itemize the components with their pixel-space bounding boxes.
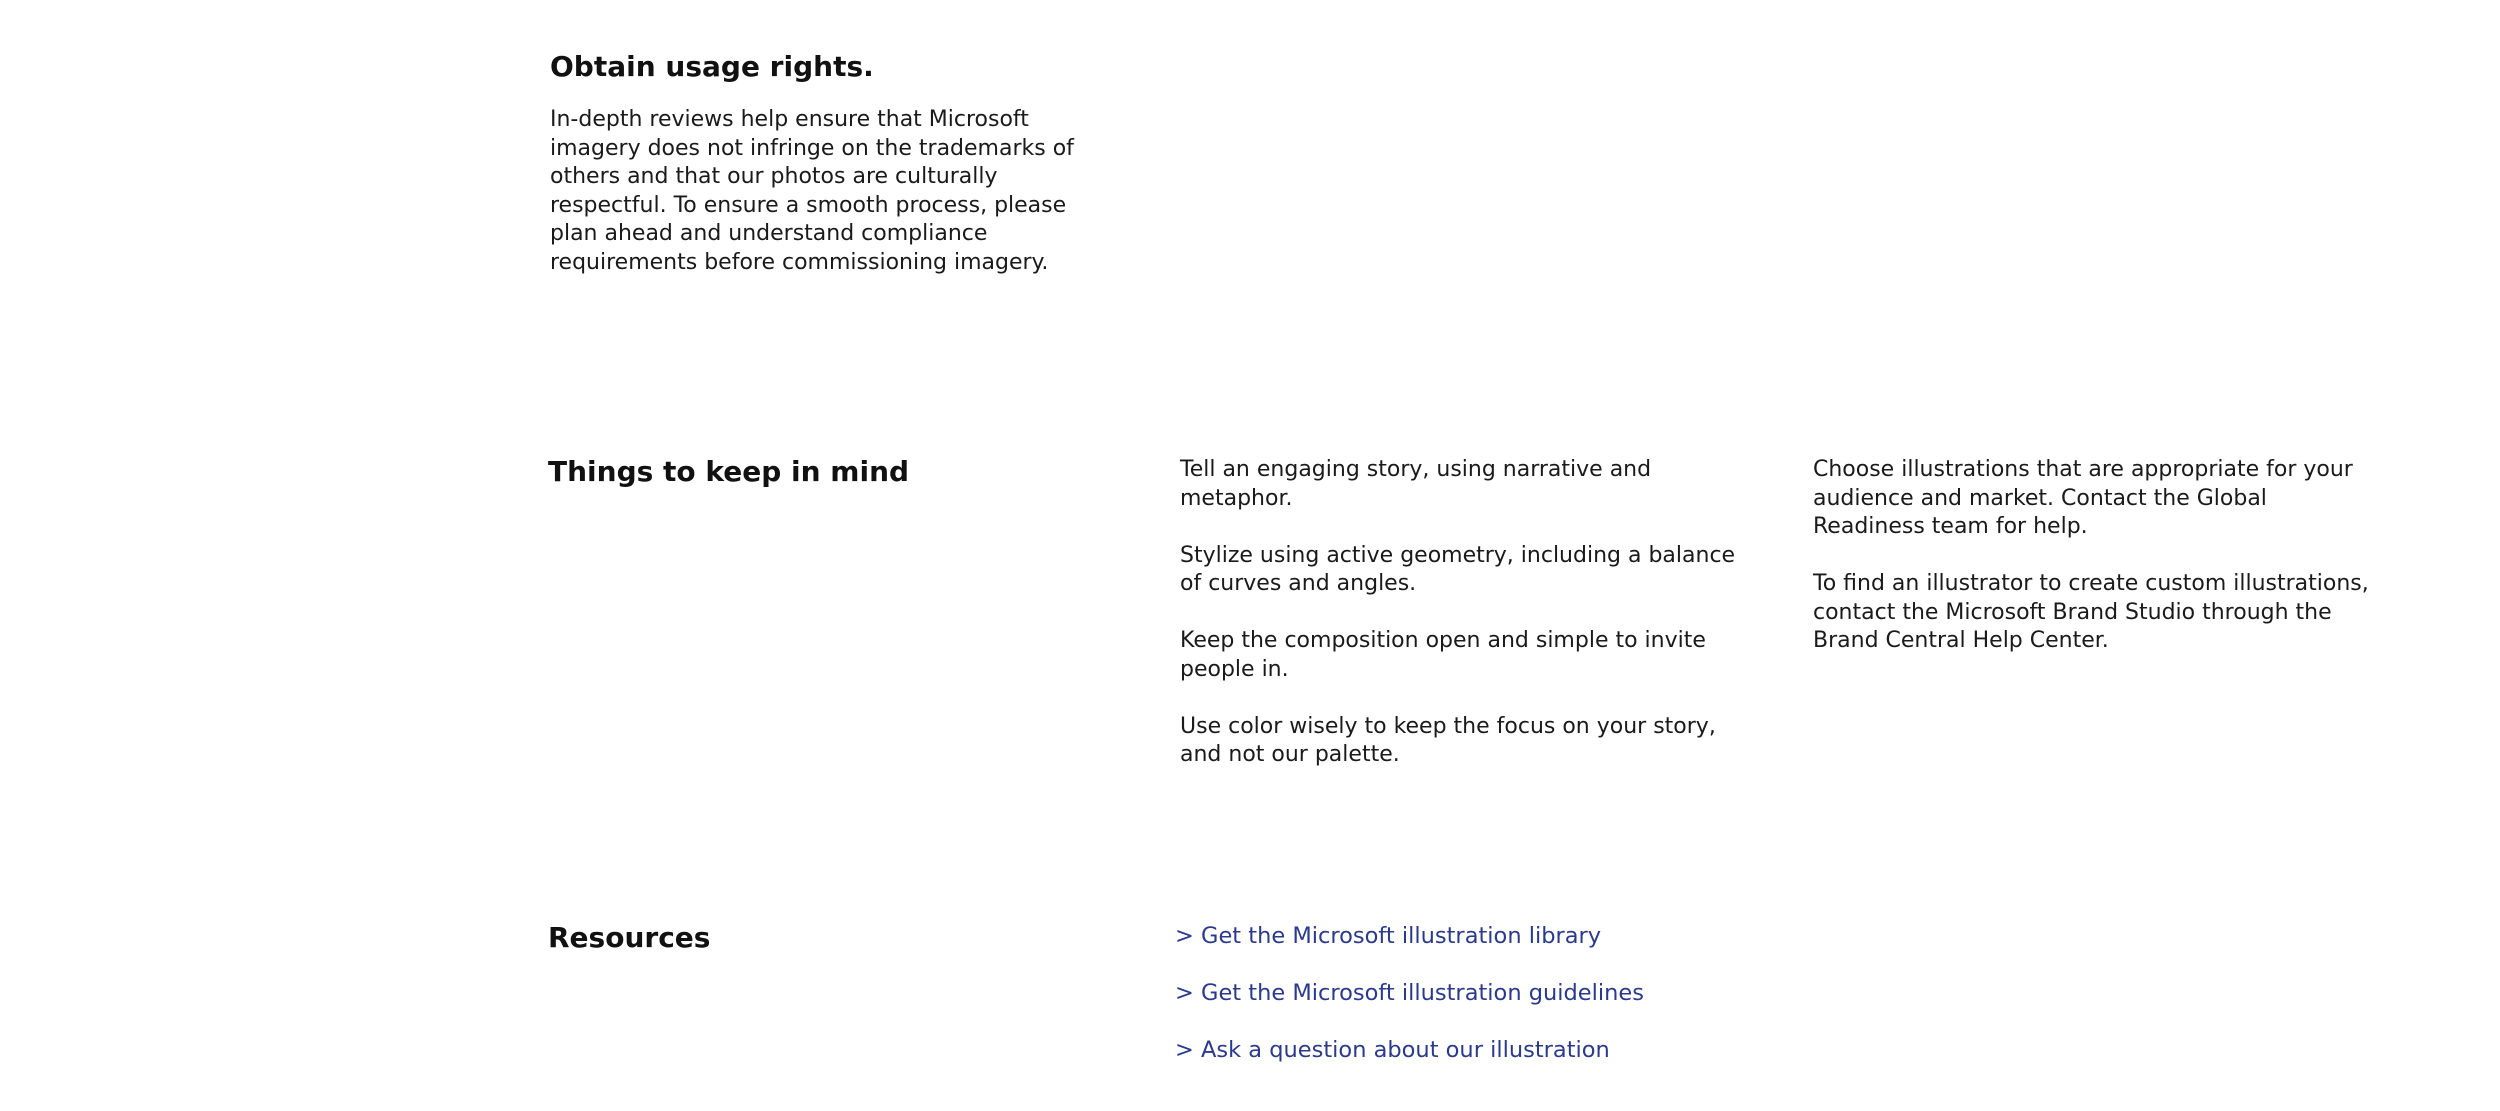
usage-rights-heading: Obtain usage rights. <box>550 50 874 83</box>
illustration-guidelines-link[interactable]: > Get the Microsoft illustration guidelines <box>1175 980 1644 1006</box>
resources-links <box>1175 922 1875 1064</box>
tip-item: Stylize using active geometry, including a balance of curves and angles. <box>1180 542 1736 596</box>
keep-in-mind-column-1 <box>1180 456 1750 770</box>
tip-item: Use color wisely to keep the focus on your story, and not our palette. <box>1180 713 1716 767</box>
illustration-library-link[interactable]: > Get the Microsoft illustration library <box>1175 923 1602 949</box>
tip-item: To find an illustrator to create custom illustrations, contact the Microsoft Brand Studio through the Brand Central Help Center. <box>1813 571 2369 653</box>
resources-heading: Resources <box>548 921 711 954</box>
usage-rights-section <box>550 50 1100 277</box>
tip-item: Tell an engaging story, using narrative and metaphor. <box>1180 457 1652 511</box>
tip-item: Choose illustrations that are appropriate for your audience and market. Contact the Global Readiness team for help. <box>1813 457 2353 539</box>
keep-in-mind-heading: Things to keep in mind <box>548 455 910 488</box>
ask-question-link[interactable]: > Ask a question about our illustration <box>1175 1037 1610 1063</box>
tip-item: Keep the composition open and simple to invite people in. <box>1180 628 1706 682</box>
usage-rights-body: In-depth reviews help ensure that Microsoft imagery does not infringe on the trademarks of others and that our photos are culturally respectful. To ensure a smooth process, please plan ahead and understand compliance requirements before commissioning imagery. <box>550 107 1074 275</box>
keep-in-mind-column-2 <box>1813 456 2373 656</box>
